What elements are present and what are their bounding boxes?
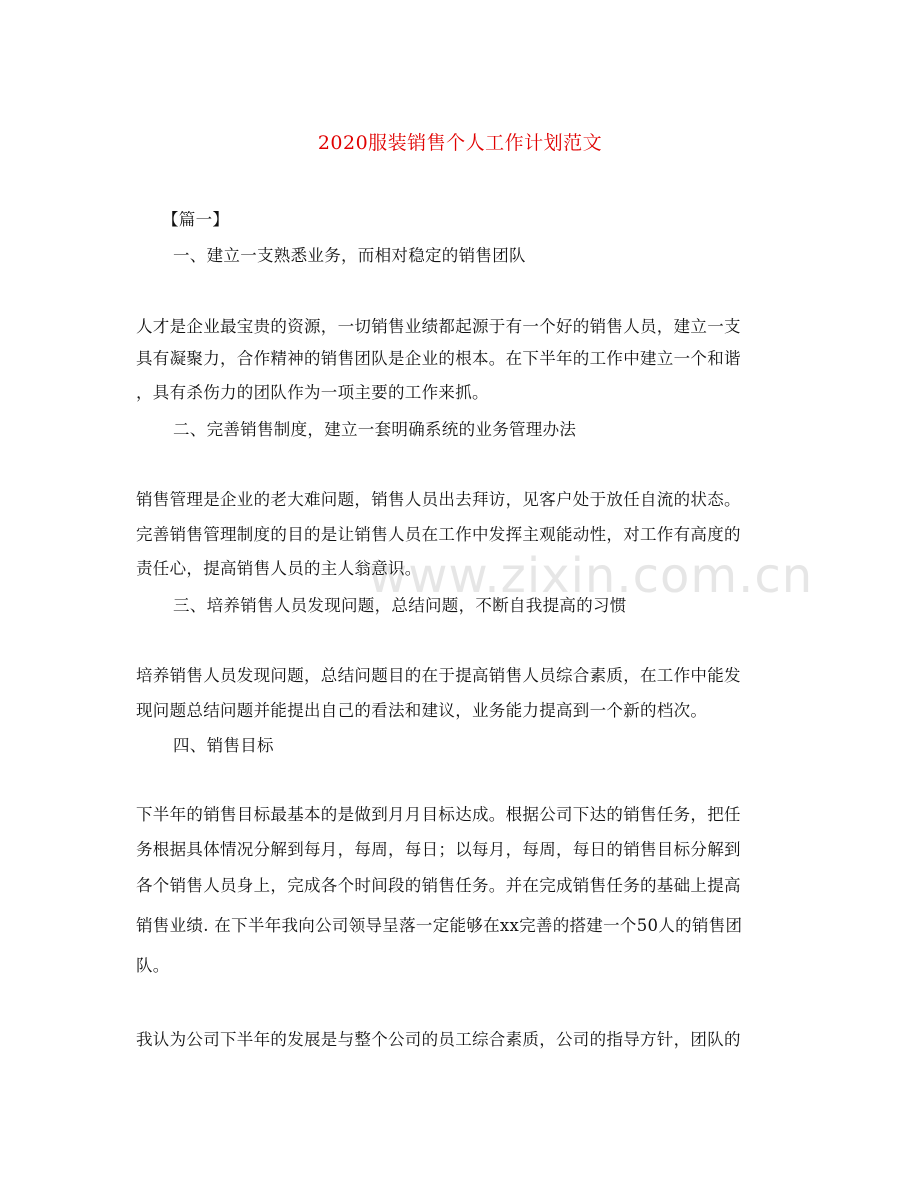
paragraph-line: 销售管理是企业的老大难问题，销售人员出去拜访，见客户处于放任自流的状态。: [136, 490, 741, 509]
paragraph-line: 我认为公司下半年的发展是与整个公司的员工综合素质，公司的指导方针，团队的: [136, 1030, 741, 1049]
paragraph-line: 各个销售人员身上，完成各个时间段的销售任务。并在完成销售任务的基础上提高: [136, 876, 741, 895]
section-tag: 【篇一】: [162, 210, 230, 229]
paragraph-line: 完善销售管理制度的目的是让销售人员在工作中发挥主观能动性，对工作有高度的: [136, 525, 741, 544]
paragraph-line: 具有凝聚力，合作精神的销售团队是企业的根本。在下半年的工作中建立一个和谐: [136, 349, 741, 368]
section-heading-2: 二、完善销售制度，建立一套明确系统的业务管理办法: [173, 420, 577, 439]
watermark: www.zixin.com.cn: [368, 548, 814, 604]
section-heading-4: 四、销售目标: [173, 736, 274, 755]
section-heading-1: 一、建立一支熟悉业务，而相对稳定的销售团队: [173, 246, 526, 265]
section-heading-3: 三、培养销售人员发现问题，总结问题，不断自我提高的习惯: [173, 596, 627, 615]
paragraph-line: ，具有杀伤力的团队作为一项主要的工作来抓。: [136, 383, 489, 402]
paragraph-line: 下半年的销售目标最基本的是做到月月目标达成。根据公司下达的销售任务，把任: [136, 805, 741, 824]
paragraph-line: 责任心，提高销售人员的主人翁意识。: [136, 559, 422, 578]
paragraph-line: 培养销售人员发现问题，总结问题目的在于提高销售人员综合素质，在工作中能发: [136, 666, 741, 685]
paragraph-line: 销售业绩. 在下半年我向公司领导呈落一定能够在xx完善的搭建一个50人的销售团: [136, 916, 743, 935]
paragraph-line: 现问题总结问题并能提出自己的看法和建议，业务能力提高到一个新的档次。: [136, 701, 708, 720]
paragraph-line: 务根据具体情况分解到每月，每周，每日；以每月，每周，每日的销售目标分解到: [136, 840, 741, 859]
document-title: 2020服装销售个人工作计划范文: [317, 132, 603, 154]
paragraph-line: 人才是企业最宝贵的资源，一切销售业绩都起源于有一个好的销售人员，建立一支: [136, 317, 741, 336]
paragraph-line: 队。: [136, 956, 170, 975]
